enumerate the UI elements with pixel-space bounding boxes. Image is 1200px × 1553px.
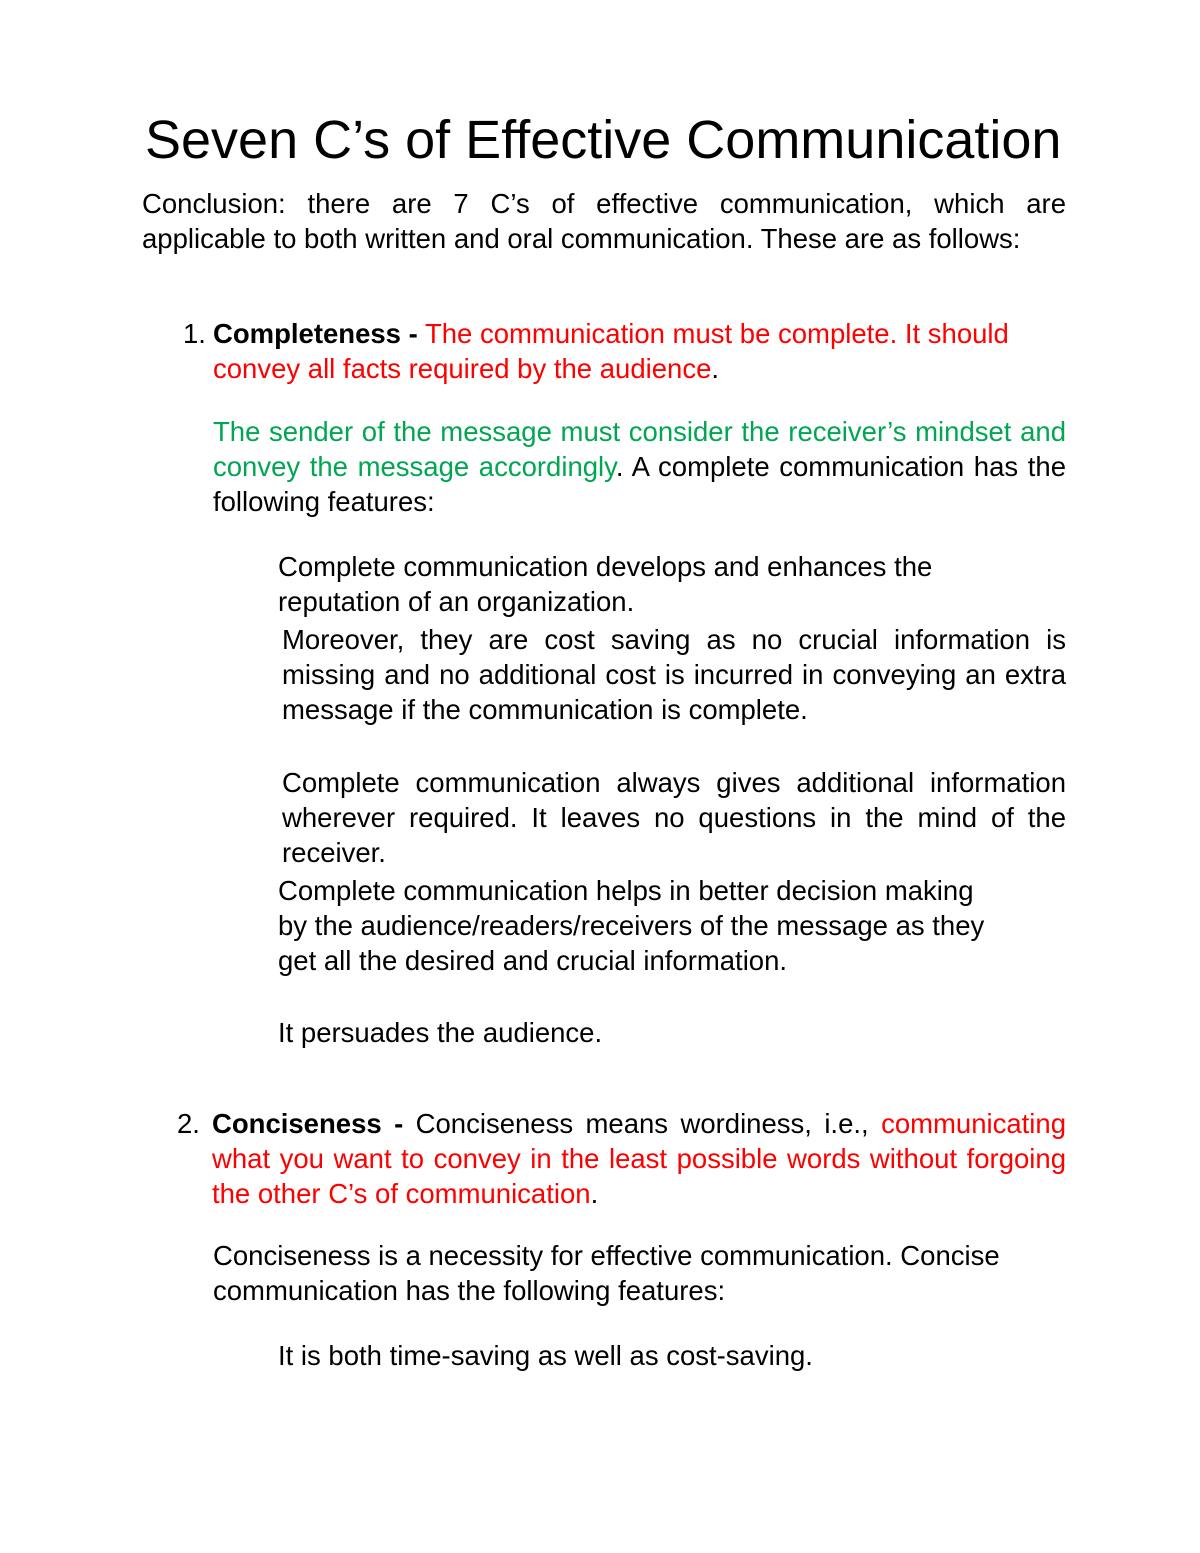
section-1-definition-end: . [711,353,719,384]
feature-item: Complete communication always gives additional information wherever required. It leaves no questions in the mind of the receiver. [282,767,1066,868]
section-1-heading [213,316,1066,386]
feature-item: It persuades the audience. [278,1017,603,1048]
feature-item: Moreover, they are cost saving as no crucial information is missing and no additional cost is incurred in conveying an extra message if the communication is complete. [282,624,1066,725]
section-2-lead: Conciseness means wordiness, i.e., [415,1108,869,1139]
section-2-paragraph: Conciseness is a necessity for effective communication. Concise communication has the following features: [213,1240,1000,1306]
feature-item: Complete communication helps in better decision making by the audience/readers/receivers of the message as they get all the desired and crucial information. [278,875,985,976]
page-title: Seven C’s of Effective Communication [145,110,1062,170]
section-1-term: Completeness - [213,318,418,349]
feature-item: It is both time-saving as well as cost-saving. [278,1340,813,1371]
section-2-term: Conciseness - [212,1108,404,1139]
section-1-green-text: The sender of the message must consider the receiver’s mindset and convey the message accordingly [213,416,1066,482]
section-1-number: 1. [183,318,206,349]
feature-item: Complete communication develops and enhances the reputation of an organization. [278,551,933,617]
section-2-heading [212,1106,1066,1211]
section-1-after-green: . A complete communication has the following features: [213,451,1066,517]
section-1-definition: The communication must be complete. It should convey all facts required by the audience [213,318,1009,384]
section-1-paragraph [213,414,1066,519]
section-2-definition: communicating what you want to convey in the least possible words without forgoing the other C’s of communication [212,1108,1067,1209]
section-2-number: 2. [177,1108,200,1139]
intro-paragraph: Conclusion: there are 7 C’s of effective communication, which are applicable to both written and oral communication. These are as follows: [142,188,1066,254]
section-2-definition-end: . [590,1178,599,1209]
